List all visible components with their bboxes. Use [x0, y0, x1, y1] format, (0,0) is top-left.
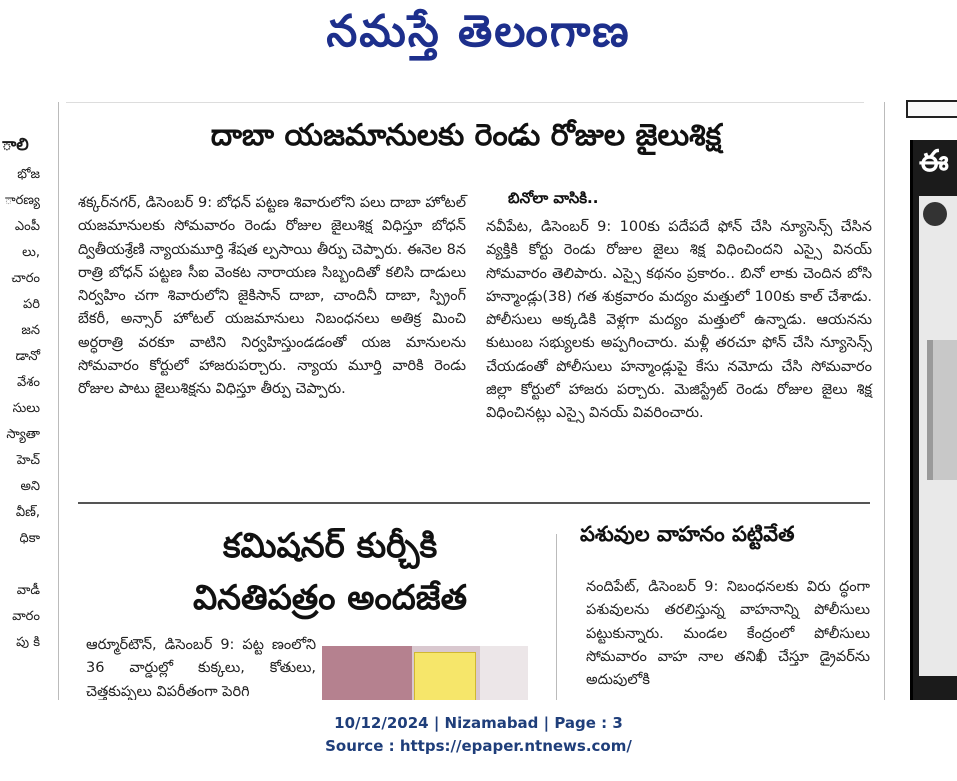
left-column-line: వారం [12, 609, 40, 624]
left-column-line: పరి [23, 297, 40, 312]
left-column-line: చారం [11, 271, 40, 286]
section-divider [78, 502, 870, 504]
photo-poster [414, 652, 476, 700]
left-column-line: భోజ [17, 167, 40, 182]
masthead [0, 0, 957, 78]
left-column-line: ధికా [19, 531, 40, 546]
top-divider [66, 102, 864, 103]
left-column-heading: ాలి [2, 135, 29, 155]
column-divider [884, 102, 885, 700]
left-column-line: హెచ్ [16, 453, 40, 468]
left-column-fragment [0, 96, 44, 700]
photo-wall [480, 646, 528, 700]
advertisement-logo-icon [923, 202, 947, 226]
right-strip-header-box [906, 100, 957, 118]
left-column-line: ారణ్య [4, 193, 40, 208]
newspaper-title: నమస్తే తెలంగాణ [326, 6, 631, 57]
advertisement-glyph: ఈ [919, 144, 949, 179]
right-advertisement-strip [906, 96, 957, 700]
footer [0, 712, 957, 758]
advertisement [910, 140, 957, 700]
advertisement-picture [927, 340, 957, 480]
news-photo [322, 646, 528, 700]
left-column-line: వేశం [17, 375, 40, 390]
top-story-headline: దాబా యజమానులకు రెండు రోజుల జైలుశిక్ష [210, 118, 722, 153]
footer-source-line: Source : https://epaper.ntnews.com/ [325, 737, 632, 755]
photo-curtain [322, 646, 412, 700]
story-two-headline-line1: కమిషనర్ కుర్చీకి [222, 526, 438, 566]
left-column-line: స్యాతా [6, 427, 40, 442]
left-column-line [0, 552, 44, 578]
left-column-line: సులు [12, 401, 40, 416]
left-column-line: వీణ్, [15, 505, 40, 520]
left-column-line: లు, [22, 245, 40, 260]
top-story-subhead: బినోలా వాసికి.. [508, 189, 599, 207]
story-two-headline [140, 520, 520, 624]
left-column-line: ఎంపీ [14, 219, 40, 234]
story-two-headline-line2: వినతిపత్రం అందజేత [192, 578, 468, 618]
footer-date-line: 10/12/2024 | Nizamabad | Page : 3 [334, 714, 623, 732]
left-column-line: డానో [15, 349, 40, 364]
top-story-right-body: నవీపేట, డిసెంబర్ 9: 100కు పదేపదే ఫోన్ చేసి న్యూసెన్స్ చేసిన వ్యక్తికి కోర్టు రెండు రోజుల జైలు శిక్ష విధించిందని ఎస్సై వినయ్ సోమవారం తెలిపారు. ఎస్సై కథనం ప్రకారం.. బినో లాకు చెందిన బోసి హన్మాండ్లు(38) గత శుక్రవారం మద్యం మత్తులో 100కు కాల్ చేశాడు. పోలీసులు అక్కడికి వెళ్లగా మద్యం మత్తులో ఉన్నాడు. ఆయనను కుటుంబ సభ్యులకు అప్పగించారు. మళ్లీ తరచూ ఫోన్ చేసి న్యూసెన్స్ చేయడంతో పోలీసులు హన్మాండ్లుపై కేసు నమోదు చేసి సోమవారం జిల్లా కోర్టులో హాజరు పర్చారు. మెజిస్ట్రేట్ రెండు రోజుల జైలు శిక్ష విధించినట్లు ఎస్సై వినయ్ వివరించారు. [486, 219, 872, 422]
story-three-body: నందిపేట్, డిసెంబర్ 9: నిబంధనలకు విరు ద్ధంగా పశువులను తరలిస్తున్న వాహనాన్ని పోలీసులు పట్టుకున్నారు. మండల కేంద్రంలో పోలీసులు సోమవారం వాహ నాల తనిఖీ చేస్తూ డ్రైవర్‌ను అదుపులోకి [586, 579, 870, 689]
newspaper-page [0, 96, 957, 700]
story-three-headline: పశువుల వాహనం పట్టివేత [580, 522, 795, 546]
left-column-line: వాడీ [16, 583, 40, 598]
left-column-line: అని [20, 479, 40, 494]
column-divider [556, 534, 557, 700]
story-two-body: ఆర్మూర్‌టౌన్, డిసెంబర్ 9: పట్ట ణంలోని 36 వార్డుల్లో కుక్కలు, కోతులు, చెత్తకుప్పలు విపరీతంగా పెరిగి [86, 637, 316, 700]
column-divider [58, 102, 59, 700]
left-column-line: జన [21, 323, 40, 338]
left-column-line: పు కి [16, 635, 40, 650]
top-story-left-body: శక్కర్‌నగర్, డిసెంబర్ 9: బోధన్ పట్టణ శివారులోని పలు దాబా హోటల్ యజమానులకు సోమవారం రెండు రోజుల జైలుశిక్ష విధిస్తూ బోధన్ ద్వితీయశ్రేణి న్యాయమూర్తి శేషత ల్పసాయి తీర్పు చెప్పారు. ఈనెల 8న రాత్రి బోధన్ పట్టణ సీఐ వెంకట నారాయణ సిబ్బందితో కలిసి దాడులు నిర్వహిం చగా శివారులోని జైకిసాన్ దాబా, చాందినీ దాబా, స్ప్రింగ్ బేకరీ, అన్సార్ హోటల్ యజమానులు నిబంధనలు అతిక్ర మించి అర్ధరాత్రి వరకూ వాటిని నిర్వహిస్తుండడంతో యజ మానులను సోమవారం కోర్టులో హాజరుపర్చారు. న్యాయ మూర్తి వారికి రెండు రోజుల పాటు జైలుశిక్షను విధిస్తూ తీర్పు చెప్పారు. [78, 195, 466, 398]
